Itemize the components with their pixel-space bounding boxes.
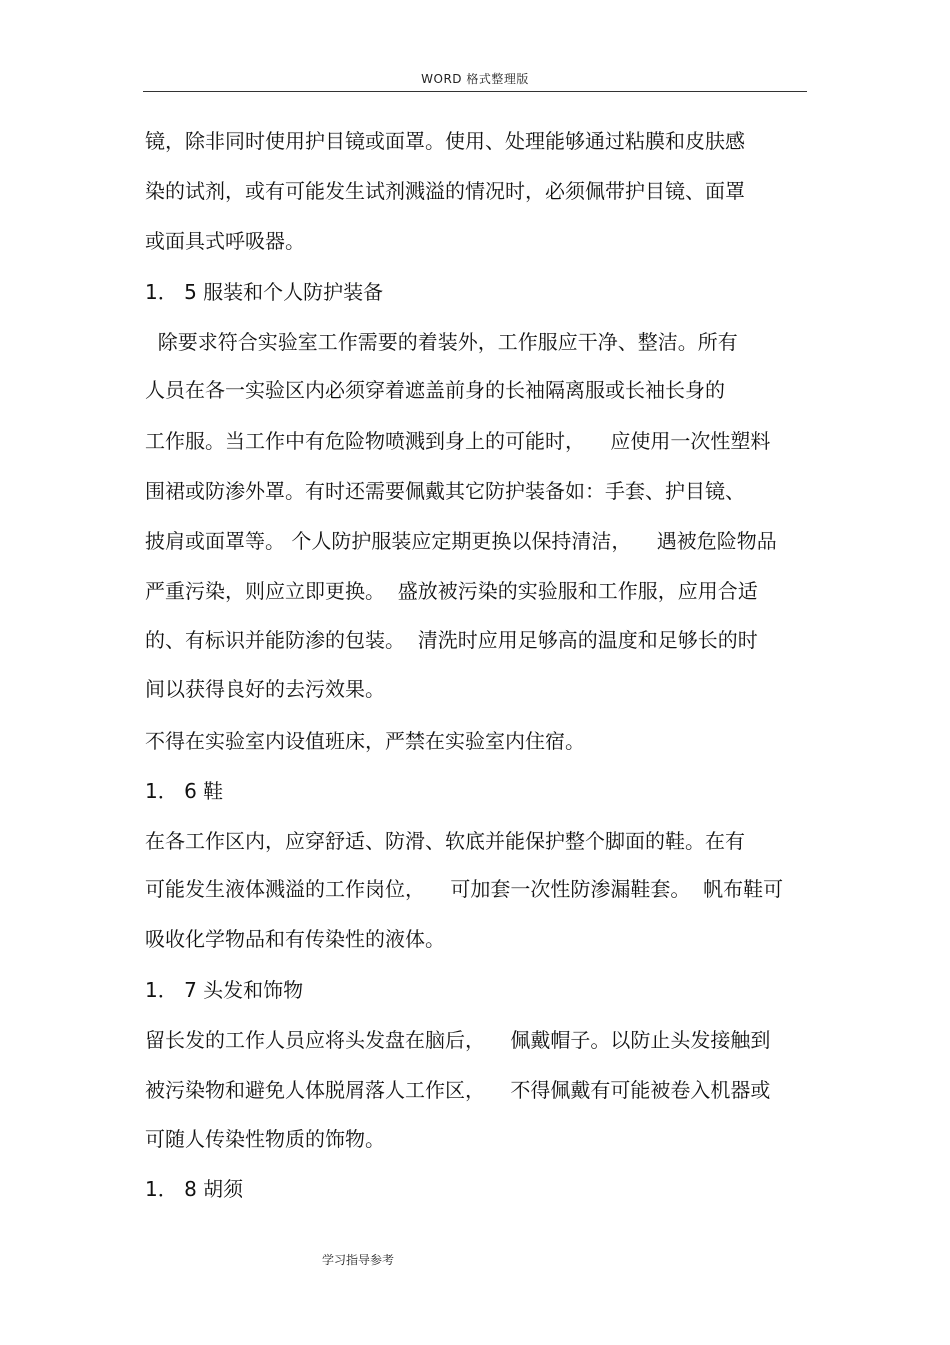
body-line: 在各工作区内，应穿舒适、防滑、软底并能保护整个脚面的鞋。在有 <box>145 829 745 853</box>
body-line: 不得在实验室内设值班床，严禁在实验室内住宿。 <box>145 729 585 753</box>
body-line: 的、有标识并能防渗的包装。 清洗时应用足够高的温度和足够长的时 <box>145 628 758 652</box>
body-line: 染的试剂，或有可能发生试剂溅溢的情况时，必须佩带护目镜、面罩 <box>145 179 745 203</box>
page-header-title: WORD 格式整理版 <box>421 72 529 86</box>
body-line: 可随人传染性物质的饰物。 <box>145 1127 385 1151</box>
body-line: 工作服。当工作中有危险物喷溅到身上的可能时， 应使用一次性塑料 <box>145 429 771 453</box>
body-line: 或面具式呼吸器。 <box>145 229 305 253</box>
body-line: 留长发的工作人员应将头发盘在脑后， 佩戴帽子。以防止头发接触到 <box>145 1028 771 1052</box>
body-line: 严重污染，则应立即更换。 盛放被污染的实验服和工作服，应用合适 <box>145 579 758 603</box>
section-heading: 1． 5 服装和个人防护装备 <box>145 280 384 304</box>
body-line: 除要求符合实验室工作需要的着装外，工作服应干净、整洁。所有 <box>145 330 738 354</box>
section-heading: 1． 7 头发和饰物 <box>145 978 304 1002</box>
body-line: 可能发生液体溅溢的工作岗位， 可加套一次性防渗漏鞋套。 帆布鞋可 <box>145 877 784 901</box>
section-heading: 1． 8 胡须 <box>145 1177 244 1201</box>
body-line: 人员在各一实验区内必须穿着遮盖前身的长袖隔离服或长袖长身的 <box>145 378 725 402</box>
section-heading: 1． 6 鞋 <box>145 779 224 803</box>
body-line: 镜，除非同时使用护目镜或面罩。使用、处理能够通过粘膜和皮肤感 <box>145 129 745 153</box>
body-line: 吸收化学物品和有传染性的液体。 <box>145 927 445 951</box>
page-footer-text: 学习指导参考 <box>322 1253 395 1267</box>
body-line: 间以获得良好的去污效果。 <box>145 677 385 701</box>
body-line: 围裙或防渗外罩。有时还需要佩戴其它防护装备如：手套、护目镜、 <box>145 479 745 503</box>
body-line: 披肩或面罩等。 个人防护服装应定期更换以保持清洁， 遇被危险物品 <box>145 529 777 553</box>
body-line: 被污染物和避免人体脱屑落人工作区， 不得佩戴有可能被卷入机器或 <box>145 1078 771 1102</box>
header-divider <box>143 91 807 92</box>
